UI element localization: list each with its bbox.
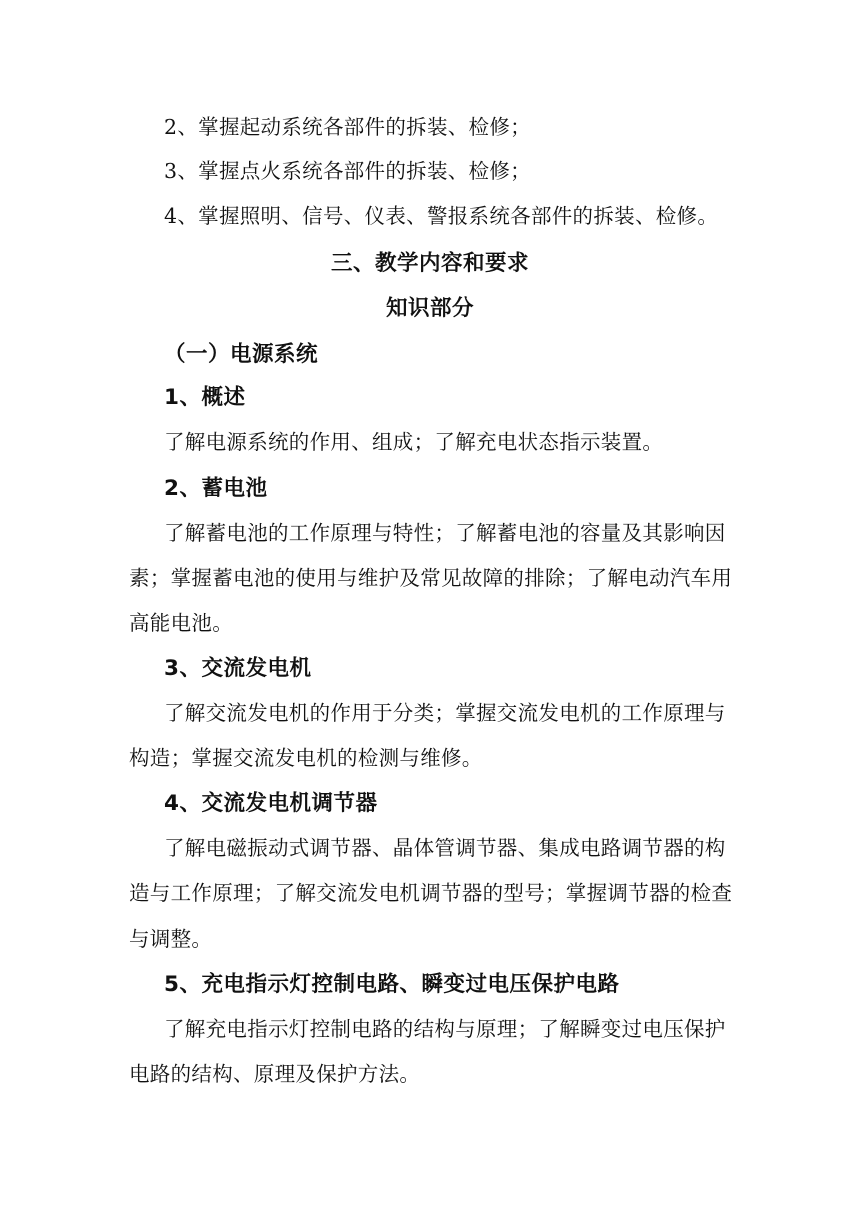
topic-body-line: 了解交流发电机的作用于分类；掌握交流发电机的工作原理与 [164, 701, 726, 725]
topic-body-line: 了解充电指示灯控制电路的结构与原理；了解瞬变过电压保护 [164, 1017, 726, 1041]
objective-item-3: 3、掌握点火系统各部件的拆装、检修； [164, 159, 531, 183]
section-title: 三、教学内容和要求 [330, 251, 529, 276]
chapter-title: （一）电源系统 [164, 342, 319, 367]
objective-item-4: 4、掌握照明、信号、仪表、警报系统各部件的拆装、检修。 [164, 204, 719, 228]
topic-body-line: 构造；掌握交流发电机的检测与维修。 [129, 746, 483, 770]
topic-body-line: 了解电磁振动式调节器、晶体管调节器、集成电路调节器的构 [164, 836, 726, 860]
topic-body-line: 素；掌握蓄电池的使用与维护及常见故障的排除；了解电动汽车用 [129, 566, 733, 590]
topic-body-line: 了解蓄电池的工作原理与特性；了解蓄电池的容量及其影响因 [164, 521, 726, 545]
topic-body-line: 了解电源系统的作用、组成；了解充电状态指示装置。 [164, 430, 664, 454]
topic-body-line: 高能电池。 [129, 611, 233, 635]
topic-heading-overview: 1、概述 [164, 385, 246, 410]
subsection-title: 知识部分 [385, 296, 474, 321]
topic-body-line: 造与工作原理；了解交流发电机调节器的型号；掌握调节器的检查 [129, 881, 733, 905]
topic-heading-regulator: 4、交流发电机调节器 [164, 791, 378, 816]
topic-body-line: 电路的结构、原理及保护方法。 [129, 1062, 421, 1086]
objective-item-2: 2、掌握起动系统各部件的拆装、检修； [164, 115, 531, 139]
topic-heading-alternator: 3、交流发电机 [164, 656, 312, 681]
topic-heading-protection-circuit: 5、充电指示灯控制电路、瞬变过电压保护电路 [164, 972, 620, 997]
topic-heading-battery: 2、蓄电池 [164, 476, 268, 501]
topic-body-line: 与调整。 [129, 927, 213, 951]
